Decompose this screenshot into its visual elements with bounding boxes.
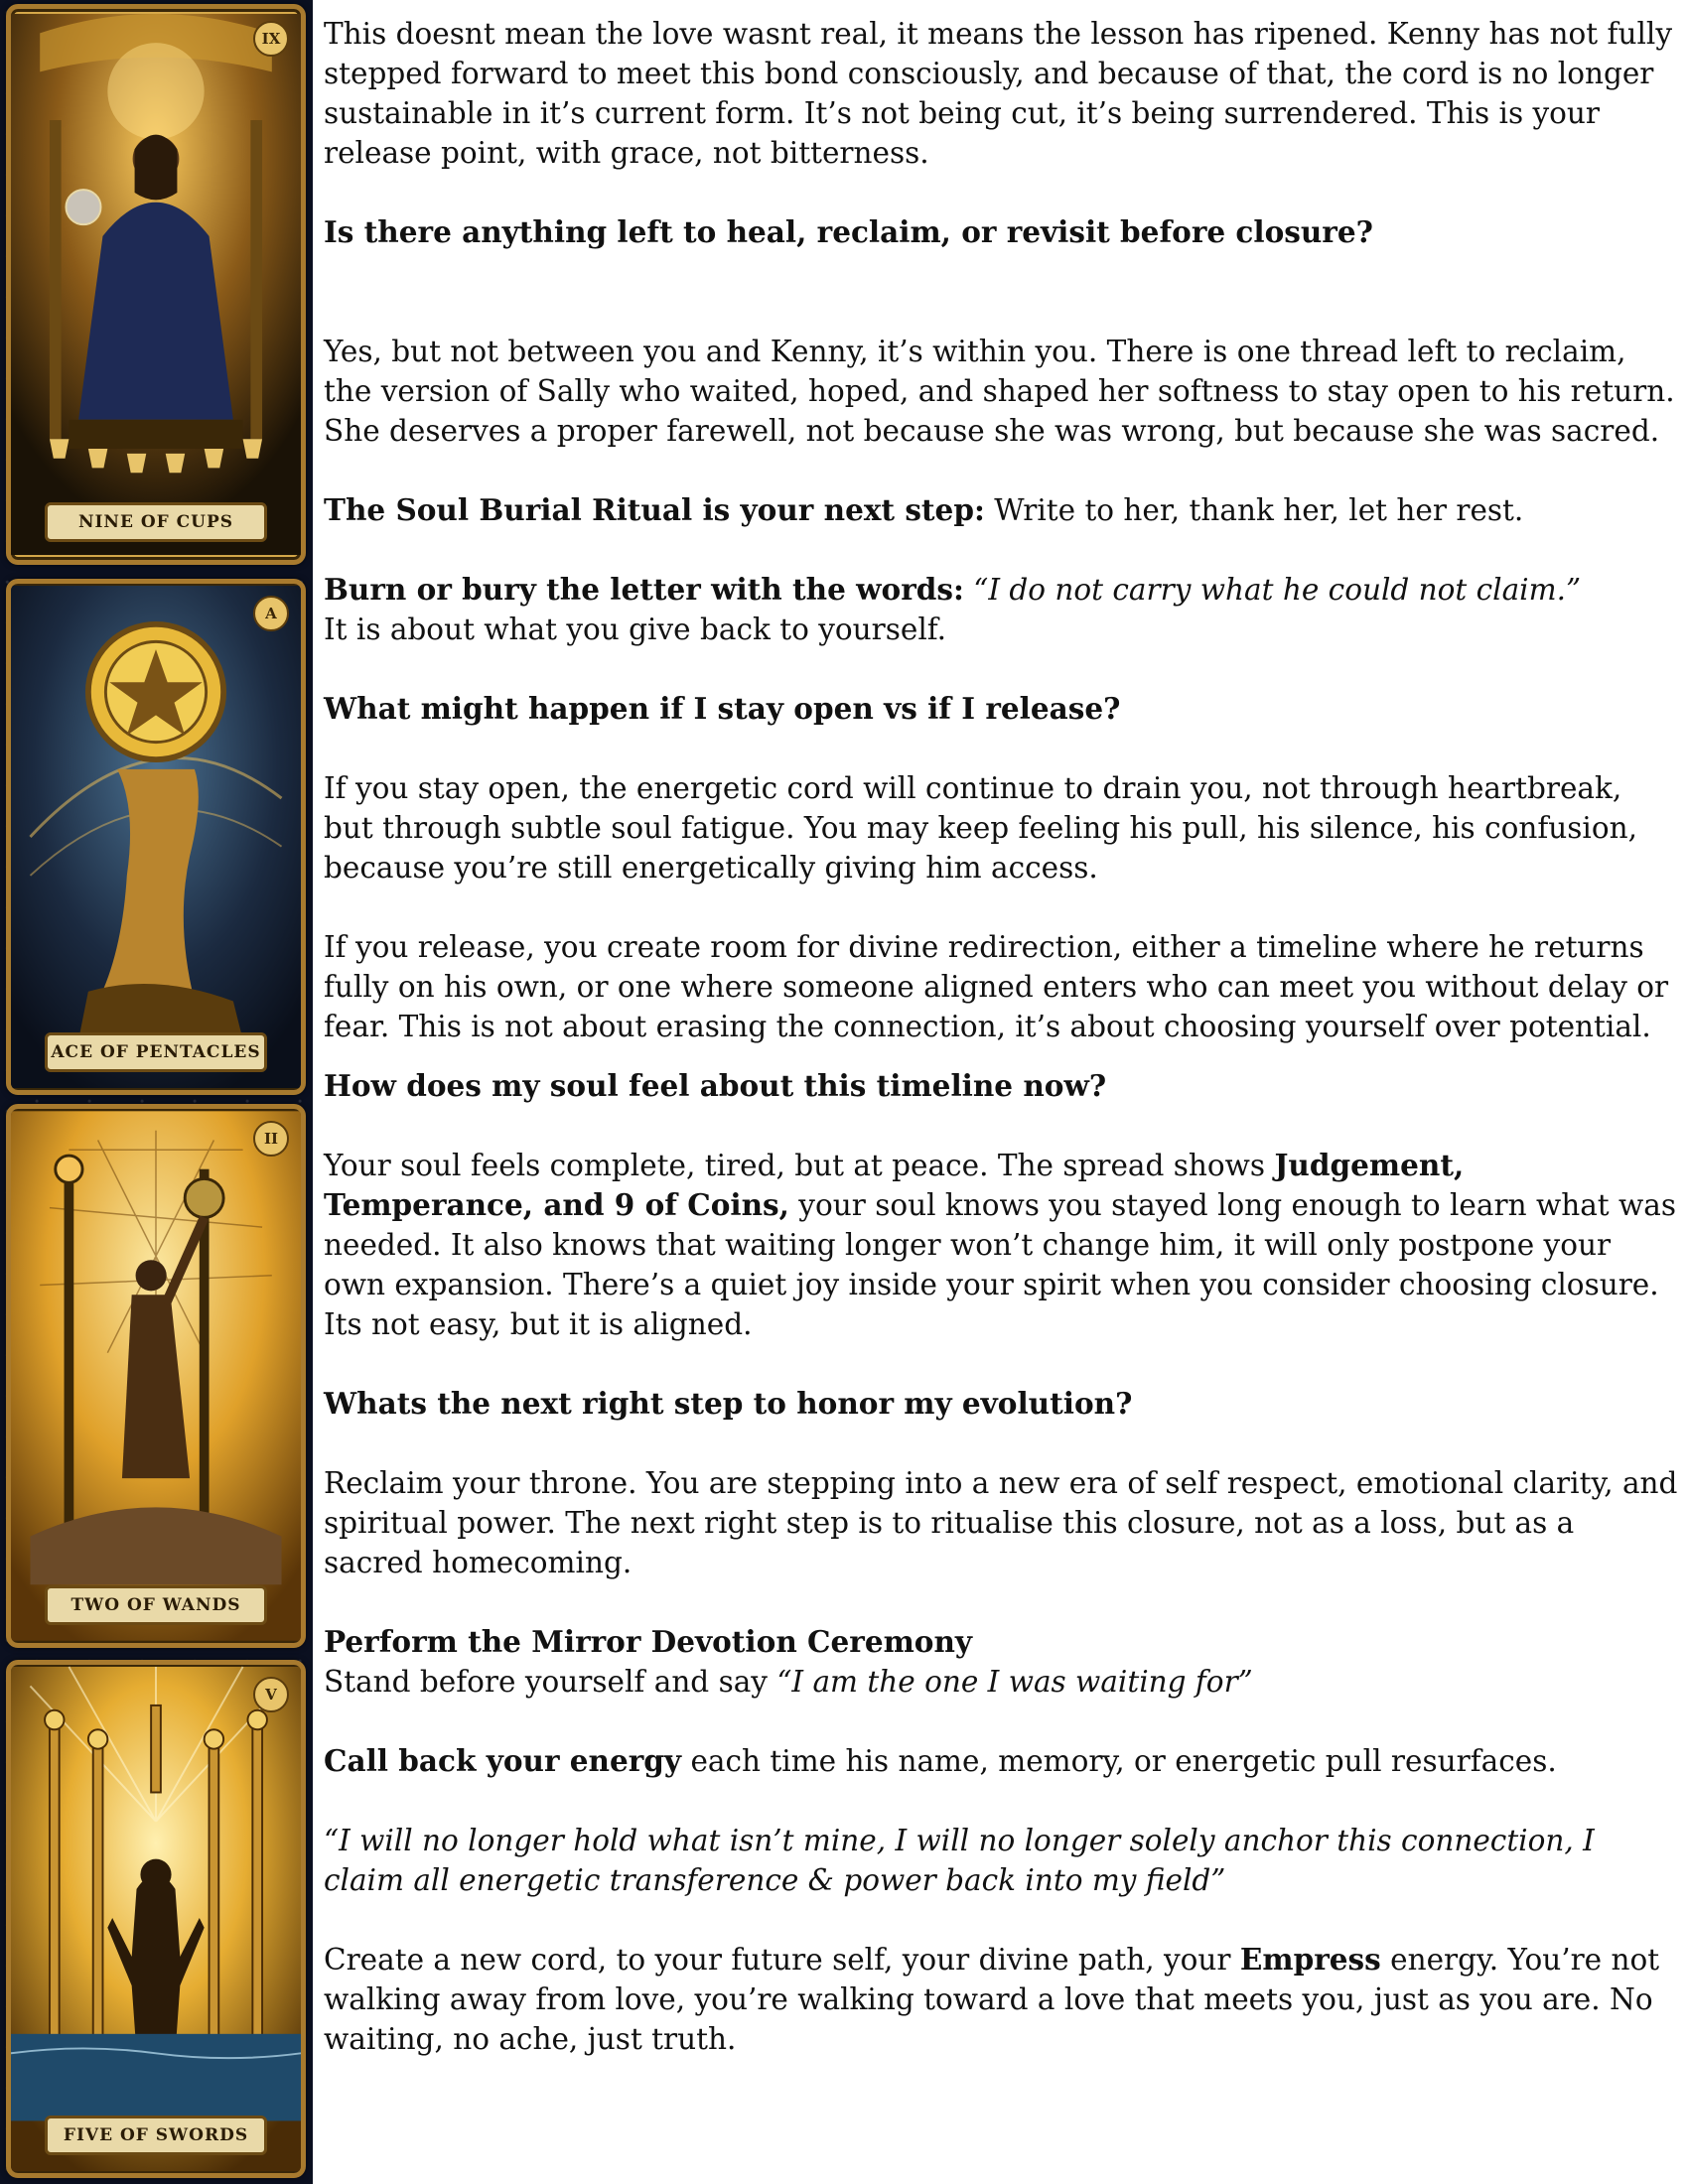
paragraph-give-back: It is about what you give back to yourself. (324, 613, 947, 646)
card-title: FIVE OF SWORDS (45, 2116, 267, 2155)
paragraph-release: If you release, you create room for divine redirection, either a timeline where he returns fully on his own, or one where someone aligned enters who can meet you without delay or fear. This is not about erasing the connection, it’s about choosing yourself over potential. (324, 930, 1669, 1043)
paragraph-release-point: This doesnt mean the love wasnt real, it means the lesson has ripened. Kenny has not fully stepped forward to meet this bond consciously, and because of that, the cord is no longer sustainable in it’s current form. It’s not being cut, it’s being surrendered. This is your release point, with grace, not bitterness. (324, 17, 1672, 170)
tarot-card-five-of-swords (6, 1660, 306, 2178)
mirror-ceremony-title: Perform the Mirror Devotion Ceremony (324, 1624, 973, 1659)
paragraph-soul-feels (324, 1146, 1678, 1344)
mirror-lead: Stand before yourself and say (324, 1665, 777, 1699)
card-numeral: IX (253, 21, 289, 57)
ritual-heading: The Soul Burial Ritual is your next step: (324, 492, 985, 527)
empress-word: Empress (1239, 1942, 1381, 1977)
question-soul-timeline: How does my soul feel about this timeline now? (324, 1068, 1107, 1103)
question-next-right-step: Whats the next right step to honor my evolution? (324, 1386, 1133, 1421)
paragraph-soul-burial-ritual (324, 490, 1678, 530)
paragraph-thread-to-reclaim: Yes, but not between you and Kenny, it’s within you. There is one thread left to reclaim, the version of Sally who waited, hoped, and shaped her softness to stay open to his return. (324, 335, 1675, 408)
question-stay-open-vs-release: What might happen if I stay open vs if I release? (324, 691, 1121, 726)
burn-heading: Burn or bury the letter with the words: (324, 572, 964, 607)
soul-feels-rest: your soul knows you stayed long enough to learn what was needed. It also knows that waiting longer won’t change him, it will only postpone your own expansion. There’s a quiet joy inside your spirit when you consider choosing closure. Its not easy, but it is aligned. (324, 1188, 1677, 1341)
tarot-card-ace-of-pentacles (6, 579, 306, 1095)
paragraph-call-back-energy (324, 1741, 1678, 1781)
paragraph-mirror-instruction (324, 1662, 1678, 1702)
new-cord-lead: Create a new cord, to your future self, your divine path, your (324, 1943, 1240, 1977)
call-back-heading: Call back your energy (324, 1743, 682, 1778)
paragraph-burn-letter (324, 570, 1678, 610)
paragraph-reclaim-throne: Reclaim your throne. You are stepping into a new era of self respect, emotional clarity, and spiritual power. The next right step is to ritualise this closure, not as a loss, but as a sacred homecoming. (324, 1466, 1678, 1579)
paragraph-stay-open: If you stay open, the energetic cord will continue to drain you, not through heartbreak, but through subtle soul fatigue. You may keep feeling his pull, his silence, his confusion, because you’re still energetically giving him access. (324, 771, 1637, 885)
tarot-card-column (0, 0, 313, 2184)
figure-with-globe-icon (11, 1109, 301, 1643)
burn-quote: “I do not carry what he could not claim.” (973, 573, 1582, 607)
mirror-quote: “I am the one I was waiting for” (776, 1665, 1253, 1699)
soul-feels-lead: Your soul feels complete, tired, but at peace. The spread shows (324, 1149, 1275, 1182)
affirmation-quote: “I will no longer hold what isn’t mine, I will no longer solely anchor this connection, I claim all energetic transference & power back into my field” (324, 1824, 1595, 1897)
robed-figure-with-cups-icon (11, 9, 301, 560)
new-cord-rest: energy. You’re not walking away from love, you’re walking toward a love that meets you, just as you are. No waiting, no ache, just truth. (324, 1943, 1660, 2056)
card-title: TWO OF WANDS (45, 1585, 267, 1625)
call-back-rest: each time his name, memory, or energetic pull resurfaces. (681, 1744, 1557, 1778)
paragraph-proper-farewell: She deserves a proper farewell, not because she was wrong, but because she was sacred. (324, 414, 1660, 448)
card-numeral: II (253, 1121, 289, 1157)
card-title: ACE OF PENTACLES (45, 1032, 267, 1072)
hand-holding-pentacle-icon (11, 584, 301, 1090)
spread-cards-named: Judgement, Temperance, and 9 of Coins, (324, 1148, 1465, 1222)
paragraph-new-cord (324, 1940, 1678, 2059)
card-numeral: A (253, 596, 289, 631)
card-numeral: V (253, 1677, 289, 1712)
question-heal-reclaim: Is there anything left to heal, reclaim, or revisit before closure? (324, 214, 1373, 249)
tarot-card-nine-of-cups (6, 4, 306, 565)
ritual-instruction: Write to her, thank her, let her rest. (984, 493, 1524, 527)
tarot-card-two-of-wands (6, 1104, 306, 1648)
card-title: NINE OF CUPS (45, 502, 267, 542)
figure-among-swords-icon (11, 1665, 301, 2173)
reading-text (324, 14, 1678, 2059)
